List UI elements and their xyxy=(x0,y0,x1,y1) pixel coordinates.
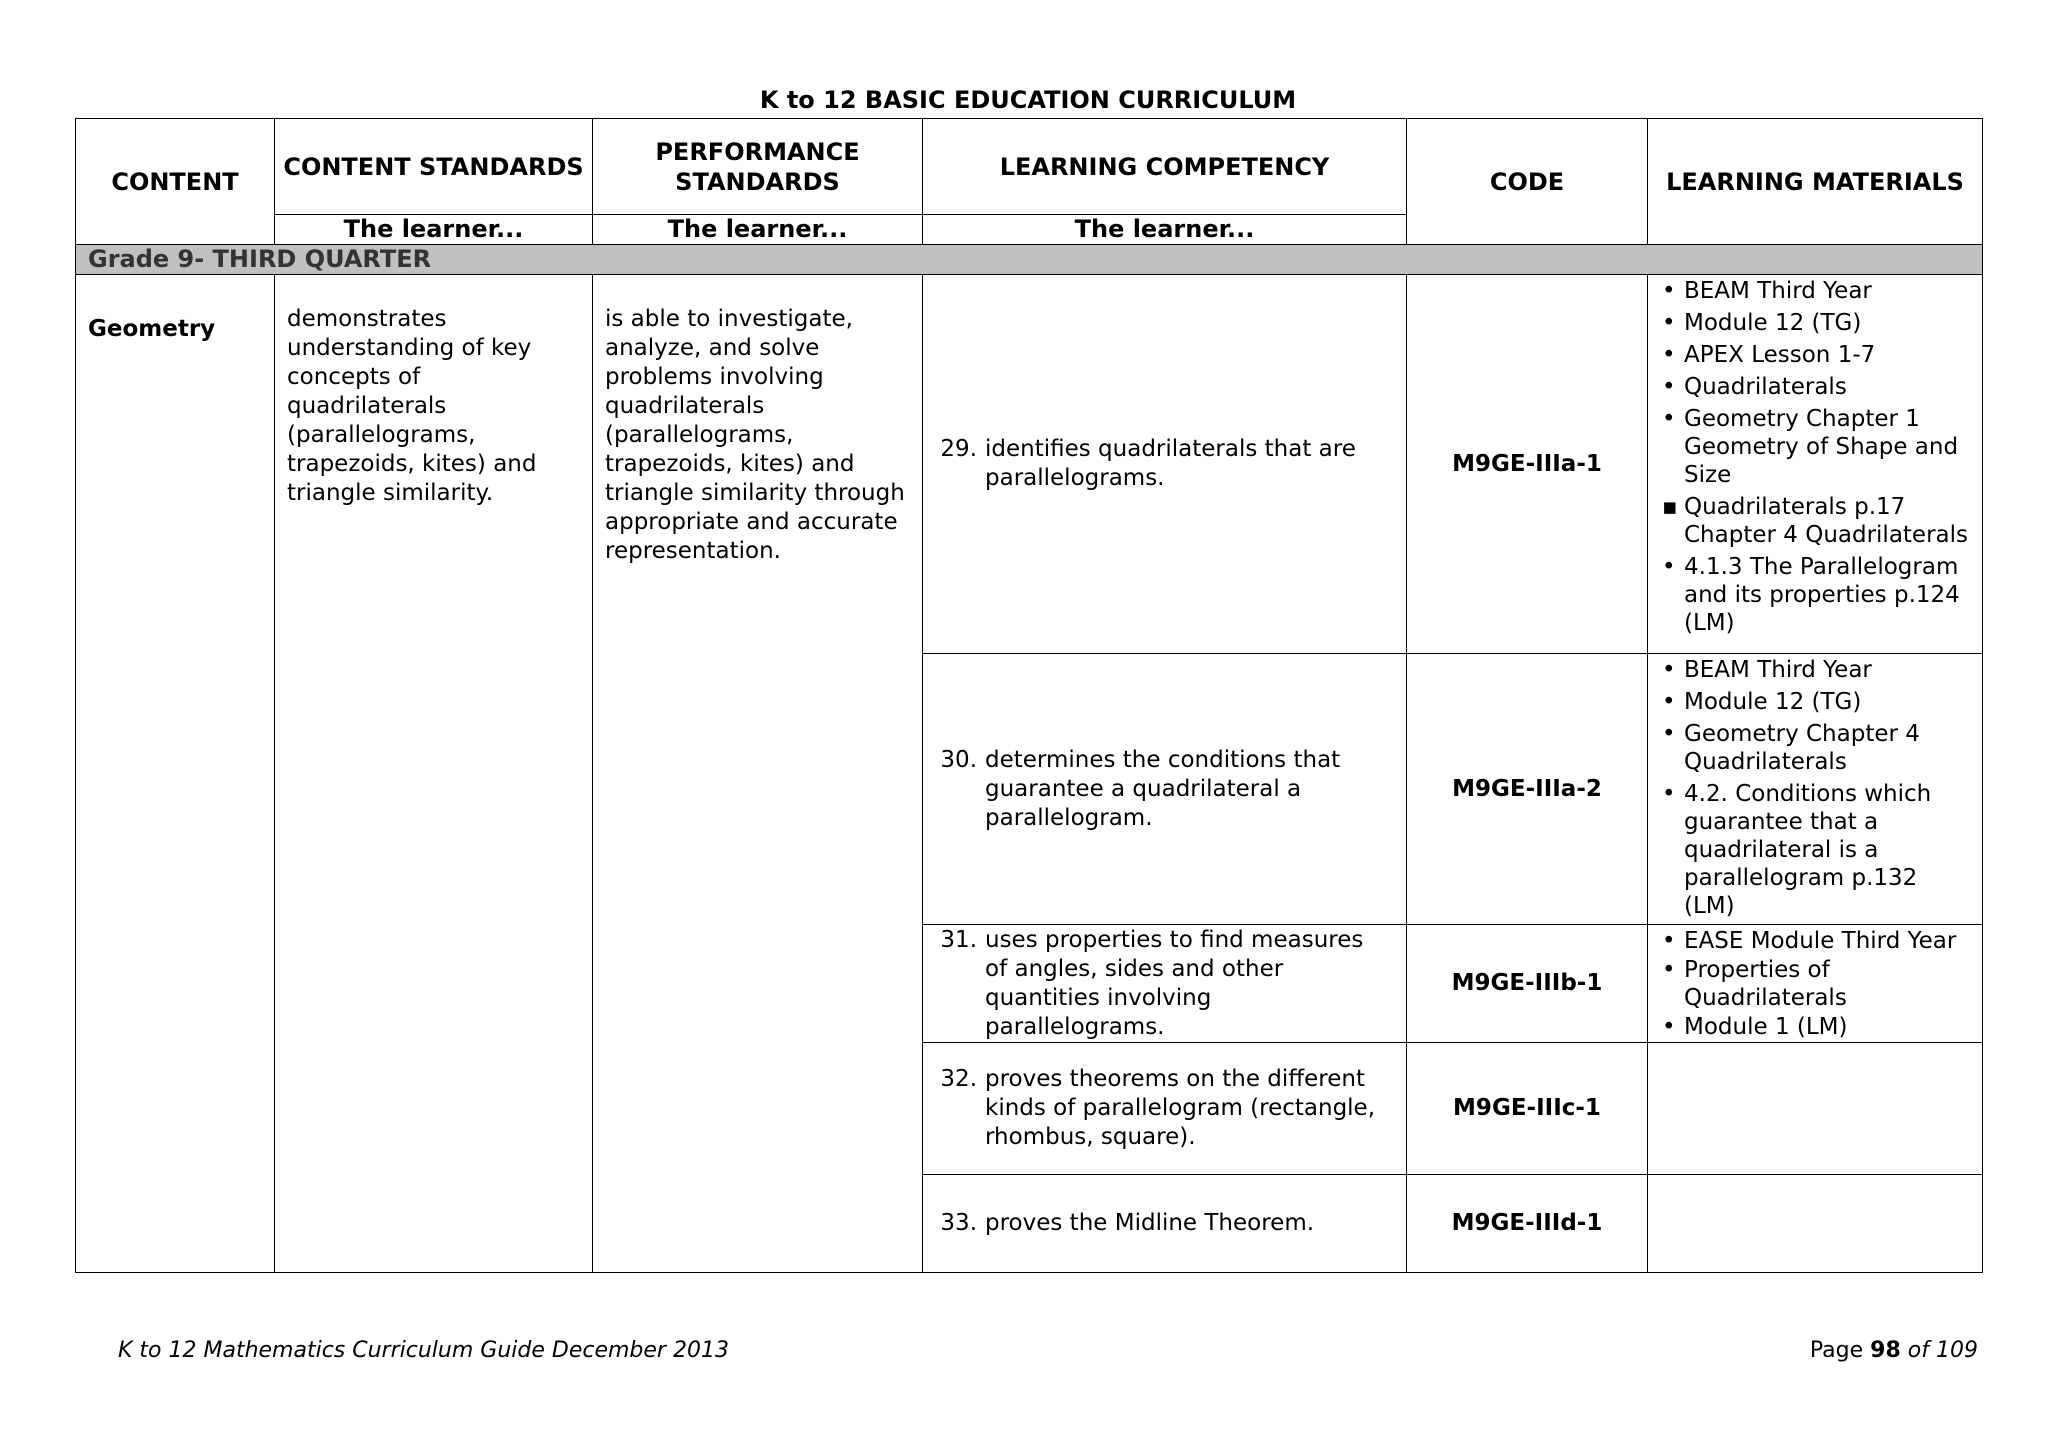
material-text: BEAM Third Year xyxy=(1684,278,1872,304)
material-text: EASE Module Third Year xyxy=(1684,928,1957,954)
competency-number: 31. xyxy=(940,926,977,953)
material-text: Properties of Quadrilaterals xyxy=(1684,957,1847,1011)
footer-page-number xyxy=(1810,1338,1978,1363)
materials-cell xyxy=(1648,275,1983,654)
competency-number: 32. xyxy=(940,1066,977,1092)
bullet-icon: • xyxy=(1662,689,1676,715)
learner-label: The learner... xyxy=(923,215,1407,245)
competency-cell xyxy=(923,925,1407,1043)
material-text: Quadrilaterals p.17 Chapter 4 Quadrilaterals xyxy=(1684,494,1969,548)
content-standard-text: demonstrates understanding of key concepts of quadrilaterals (parallelograms, trapezoids, kites) and triangle similarity. xyxy=(275,275,593,1273)
material-item xyxy=(1662,277,1974,305)
materials-list xyxy=(1648,654,1982,920)
competency-cell xyxy=(923,275,1407,654)
competency-cell xyxy=(923,1175,1407,1273)
bullet-icon: • xyxy=(1662,554,1676,580)
competency-code: M9GE-IIIc-1 xyxy=(1407,1043,1648,1175)
header-learning-competency: LEARNING COMPETENCY xyxy=(923,119,1407,215)
material-item xyxy=(1662,780,1974,920)
materials-list xyxy=(1648,275,1982,637)
material-text: Module 1 (LM) xyxy=(1684,1014,1848,1040)
materials-cell xyxy=(1648,654,1983,925)
header-content-standards: CONTENT STANDARDS xyxy=(275,119,593,215)
competency-code: M9GE-IIIa-2 xyxy=(1407,654,1648,925)
competency-text: uses properties to find measures of angles, sides and other quantities involving parallelograms. xyxy=(985,926,1364,1040)
material-item xyxy=(1662,309,1974,337)
materials-cell xyxy=(1648,925,1983,1043)
bullet-icon: • xyxy=(1662,781,1676,807)
material-text: APEX Lesson 1-7 xyxy=(1684,342,1876,368)
page-label: Page xyxy=(1809,1338,1864,1363)
competency-text: proves theorems on the different kinds of parallelogram (rectangle, rhombus, square). xyxy=(985,1066,1376,1150)
competency-number: 30. xyxy=(940,746,977,773)
material-item xyxy=(1662,656,1974,684)
bullet-icon: • xyxy=(1662,957,1676,983)
competency-text: proves the Midline Theorem. xyxy=(985,1210,1315,1236)
footer-guide-title: K to 12 Mathematics Curriculum Guide December 2013 xyxy=(118,1338,729,1363)
content-topic: Geometry xyxy=(76,275,275,1273)
bullet-icon: • xyxy=(1662,310,1676,336)
competency-number: 29. xyxy=(940,436,977,462)
square-bullet-icon: ▪ xyxy=(1662,494,1678,520)
material-item xyxy=(1662,553,1974,637)
material-text: Geometry Chapter 1 Geometry of Shape and Size xyxy=(1684,406,1959,488)
material-item xyxy=(1662,405,1974,489)
material-text: Module 12 (TG) xyxy=(1684,689,1862,715)
competency-text: identifies quadrilaterals that are parallelograms. xyxy=(985,436,1356,491)
competency-cell xyxy=(923,1043,1407,1175)
learner-label: The learner... xyxy=(275,215,593,245)
material-text: Module 12 (TG) xyxy=(1684,310,1862,336)
materials-cell-empty xyxy=(1648,1175,1983,1273)
header-content: CONTENT xyxy=(76,119,275,245)
bullet-icon: • xyxy=(1662,928,1676,954)
page-total: of 109 xyxy=(1907,1338,1978,1363)
header-performance-standards: PERFORMANCE STANDARDS xyxy=(593,119,923,215)
competency-code: M9GE-IIId-1 xyxy=(1407,1175,1648,1273)
competency-code: M9GE-IIIb-1 xyxy=(1407,925,1648,1043)
competency-number: 33. xyxy=(940,1210,977,1236)
competency-code: M9GE-IIIa-1 xyxy=(1407,275,1648,654)
material-item xyxy=(1662,927,1974,955)
header-code: CODE xyxy=(1407,119,1648,245)
competency-text: determines the conditions that guarantee a quadrilateral a parallelogram. xyxy=(985,746,1341,831)
material-item xyxy=(1662,373,1974,401)
materials-list xyxy=(1648,925,1982,1041)
bullet-icon: • xyxy=(1662,278,1676,304)
material-item xyxy=(1662,493,1974,549)
page-current: 98 xyxy=(1870,1338,1901,1363)
material-text: Quadrilaterals xyxy=(1684,374,1847,400)
material-text: BEAM Third Year xyxy=(1684,657,1872,683)
bullet-icon: • xyxy=(1662,342,1676,368)
bullet-icon: • xyxy=(1662,406,1676,432)
material-item xyxy=(1662,688,1974,716)
material-item xyxy=(1662,1013,1974,1041)
performance-standard-text: is able to investigate, analyze, and solve problems involving quadrilaterals (parallelograms, trapezoids, kites) and triangle similarity through appropriate and accurate representation. xyxy=(593,275,923,1273)
learner-label: The learner... xyxy=(593,215,923,245)
document-title: K to 12 BASIC EDUCATION CURRICULUM xyxy=(759,86,1297,114)
competency-cell xyxy=(923,654,1407,925)
bullet-icon: • xyxy=(1662,721,1676,747)
material-text: Geometry Chapter 4 Quadrilaterals xyxy=(1684,721,1920,775)
curriculum-table xyxy=(75,118,1983,1273)
materials-cell-empty xyxy=(1648,1043,1983,1175)
material-item xyxy=(1662,956,1974,1012)
material-item xyxy=(1662,720,1974,776)
material-text: 4.1.3 The Parallelogram and its properties p.124 (LM) xyxy=(1684,554,1960,636)
header-learning-materials: LEARNING MATERIALS xyxy=(1648,119,1983,245)
bullet-icon: • xyxy=(1662,1014,1676,1040)
grade-quarter-row: Grade 9- THIRD QUARTER xyxy=(76,245,1983,275)
material-item xyxy=(1662,341,1974,369)
material-text: 4.2. Conditions which guarantee that a quadrilateral is a parallelogram p.132 (LM) xyxy=(1684,781,1932,919)
bullet-icon: • xyxy=(1662,657,1676,683)
bullet-icon: • xyxy=(1662,374,1676,400)
